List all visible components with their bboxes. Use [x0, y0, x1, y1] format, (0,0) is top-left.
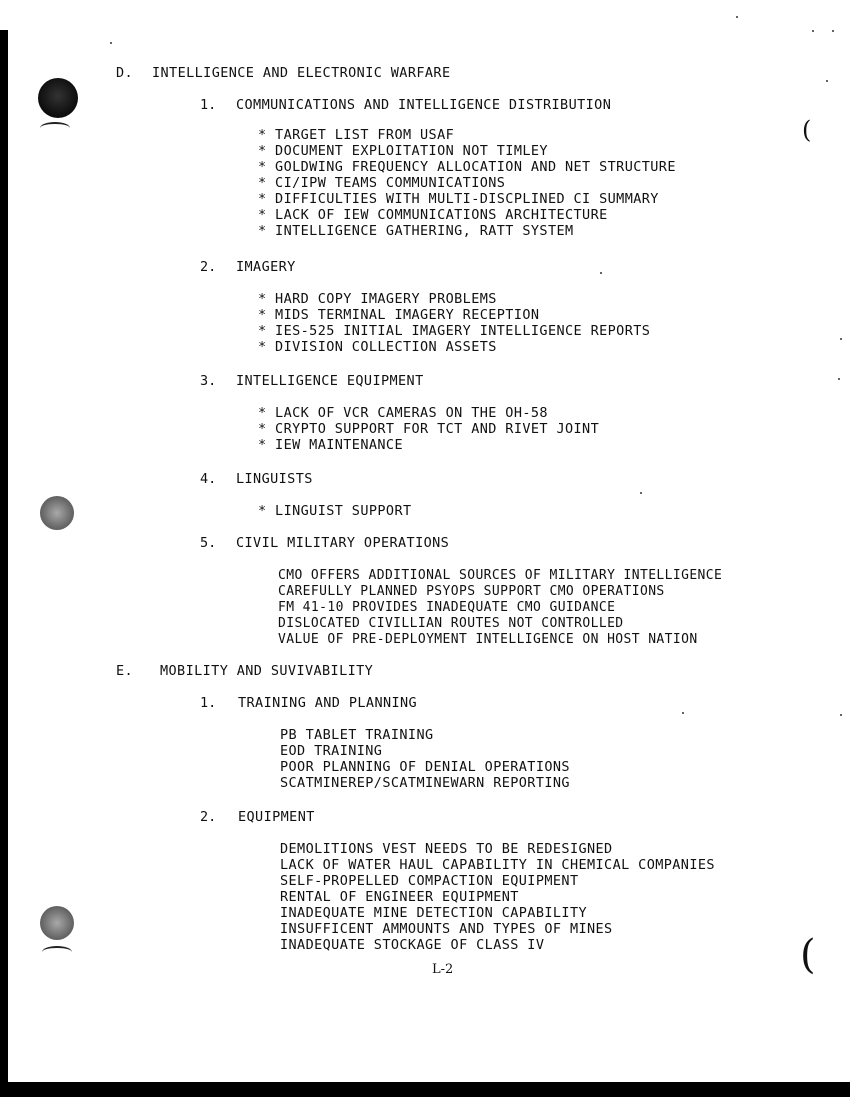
speck: [826, 80, 828, 82]
list-item: DISLOCATED CIVILLIAN ROUTES NOT CONTROLLED: [278, 616, 624, 631]
subsection-title: LINGUISTS: [236, 471, 313, 487]
speck: [736, 16, 738, 18]
margin-mark: (: [802, 116, 812, 144]
section-title-d: INTELLIGENCE AND ELECTRONIC WARFARE: [152, 65, 451, 81]
list-item: VALUE OF PRE-DEPLOYMENT INTELLIGENCE ON HOST NATION: [278, 632, 698, 647]
subsection-title: INTELLIGENCE EQUIPMENT: [236, 373, 424, 389]
punch-hole-mark: [40, 122, 70, 134]
speck: [640, 492, 642, 494]
list-item: * IEW MAINTENANCE: [258, 437, 403, 453]
list-item: CAREFULLY PLANNED PSYOPS SUPPORT CMO OPERATIONS: [278, 584, 665, 599]
list-item: * LINGUIST SUPPORT: [258, 503, 412, 519]
section-title-e: MOBILITY AND SUVIVABILITY: [160, 663, 374, 679]
speck: [600, 272, 602, 274]
subsection-number: 1.: [200, 97, 217, 113]
section-letter-d: D.: [116, 65, 134, 81]
subsection-number: 4.: [200, 471, 217, 487]
list-item: * CI/IPW TEAMS COMMUNICATIONS: [258, 175, 506, 191]
speck: [682, 712, 684, 714]
speck: [840, 338, 842, 340]
subsection-title: EQUIPMENT: [238, 809, 315, 825]
list-item: SELF-PROPELLED COMPACTION EQUIPMENT: [280, 873, 579, 889]
list-item: * IES-525 INITIAL IMAGERY INTELLIGENCE REPORTS: [258, 323, 651, 339]
speck: [110, 42, 112, 44]
list-item: * TARGET LIST FROM USAF: [258, 127, 455, 143]
section-letter-e: E.: [116, 663, 134, 679]
punch-hole-bottom: [40, 906, 74, 940]
speck: [840, 714, 842, 716]
speck: [838, 378, 840, 380]
scan-edge-bottom: [0, 1082, 850, 1097]
list-item: INSUFFICENT AMMOUNTS AND TYPES OF MINES: [280, 921, 613, 937]
list-item: DEMOLITIONS VEST NEEDS TO BE REDESIGNED: [280, 841, 613, 857]
subsection-number: 1.: [200, 695, 217, 711]
list-item: * HARD COPY IMAGERY PROBLEMS: [258, 291, 497, 307]
list-item: SCATMINEREP/SCATMINEWARN REPORTING: [280, 775, 570, 791]
list-item: EOD TRAINING: [280, 743, 383, 759]
subsection-number: 2.: [200, 809, 217, 825]
list-item: CMO OFFERS ADDITIONAL SOURCES OF MILITARY INTELLIGENCE: [278, 568, 723, 583]
list-item: * INTELLIGENCE GATHERING, RATT SYSTEM: [258, 223, 574, 239]
subsection-title: TRAINING AND PLANNING: [238, 695, 418, 711]
punch-hole-mark: [42, 946, 72, 958]
subsection-number: 3.: [200, 373, 217, 389]
page-number: L-2: [432, 962, 454, 977]
list-item: INADEQUATE STOCKAGE OF CLASS IV: [280, 937, 545, 953]
punch-hole-top: [38, 78, 78, 118]
speck: [832, 30, 834, 32]
punch-hole-middle: [40, 496, 74, 530]
list-item: INADEQUATE MINE DETECTION CAPABILITY: [280, 905, 587, 921]
list-item: * MIDS TERMINAL IMAGERY RECEPTION: [258, 307, 540, 323]
subsection-title: CIVIL MILITARY OPERATIONS: [236, 535, 450, 551]
list-item: PB TABLET TRAINING: [280, 727, 434, 743]
list-item: * DIFFICULTIES WITH MULTI-DISCPLINED CI SUMMARY: [258, 191, 659, 207]
list-item: * CRYPTO SUPPORT FOR TCT AND RIVET JOINT: [258, 421, 600, 437]
margin-mark: (: [800, 932, 816, 978]
speck: [812, 30, 814, 32]
subsection-number: 5.: [200, 535, 217, 551]
list-item: * LACK OF IEW COMMUNICATIONS ARCHITECTURE: [258, 207, 608, 223]
subsection-title: COMMUNICATIONS AND INTELLIGENCE DISTRIBUTION: [236, 97, 612, 113]
list-item: * DOCUMENT EXPLOITATION NOT TIMLEY: [258, 143, 548, 159]
scan-edge-left: [0, 30, 8, 1090]
list-item: * DIVISION COLLECTION ASSETS: [258, 339, 497, 355]
list-item: * GOLDWING FREQUENCY ALLOCATION AND NET STRUCTURE: [258, 159, 676, 175]
list-item: POOR PLANNING OF DENIAL OPERATIONS: [280, 759, 570, 775]
subsection-number: 2.: [200, 259, 217, 275]
list-item: LACK OF WATER HAUL CAPABILITY IN CHEMICAL COMPANIES: [280, 857, 715, 873]
list-item: RENTAL OF ENGINEER EQUIPMENT: [280, 889, 519, 905]
subsection-title: IMAGERY: [236, 259, 296, 275]
list-item: * LACK OF VCR CAMERAS ON THE OH-58: [258, 405, 548, 421]
list-item: FM 41-10 PROVIDES INADEQUATE CMO GUIDANCE: [278, 600, 616, 615]
